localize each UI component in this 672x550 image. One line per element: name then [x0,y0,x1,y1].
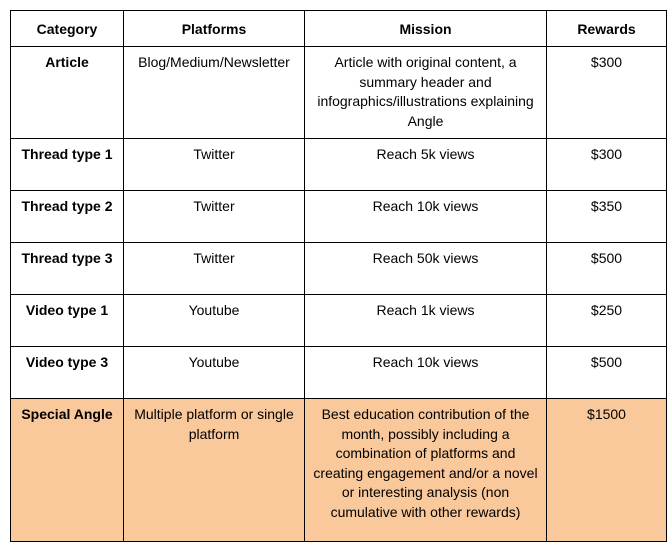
platforms-cell: Youtube [124,347,305,399]
mission-cell: Reach 10k views [305,347,547,399]
table-row-highlighted [11,399,667,542]
mission-cell: Reach 10k views [305,191,547,243]
mission-cell: Article with original content, a summary header and infographics/illustrations explaining Angle [305,47,547,139]
table-row [11,47,667,139]
category-cell: Thread type 1 [11,139,124,191]
table-header-row [11,11,667,47]
header-platforms: Platforms [124,11,305,47]
table-row [11,139,667,191]
reward-cell: $1500 [547,399,667,542]
table-row [11,243,667,295]
category-cell: Video type 1 [11,295,124,347]
reward-cell: $300 [547,47,667,139]
header-category: Category [11,11,124,47]
category-cell: Video type 3 [11,347,124,399]
reward-cell: $250 [547,295,667,347]
reward-cell: $300 [547,139,667,191]
category-cell: Special Angle [11,399,124,542]
reward-cell: $350 [547,191,667,243]
header-mission: Mission [305,11,547,47]
category-cell: Article [11,47,124,139]
platforms-cell: Twitter [124,139,305,191]
mission-cell: Best education contribution of the month, possibly including a combination of platforms and creating engagement and/or a novel or interesting analysis (non cumulative with other rewards) [305,399,547,542]
mission-cell: Reach 50k views [305,243,547,295]
header-rewards: Rewards [547,11,667,47]
rewards-table [10,10,667,542]
table-row [11,295,667,347]
platforms-cell: Multiple platform or single platform [124,399,305,542]
category-cell: Thread type 3 [11,243,124,295]
platforms-cell: Youtube [124,295,305,347]
reward-cell: $500 [547,347,667,399]
platforms-cell: Blog/Medium/Newsletter [124,47,305,139]
reward-cell: $500 [547,243,667,295]
platforms-cell: Twitter [124,243,305,295]
table-row [11,191,667,243]
platforms-cell: Twitter [124,191,305,243]
mission-cell: Reach 5k views [305,139,547,191]
mission-cell: Reach 1k views [305,295,547,347]
category-cell: Thread type 2 [11,191,124,243]
table-row [11,347,667,399]
